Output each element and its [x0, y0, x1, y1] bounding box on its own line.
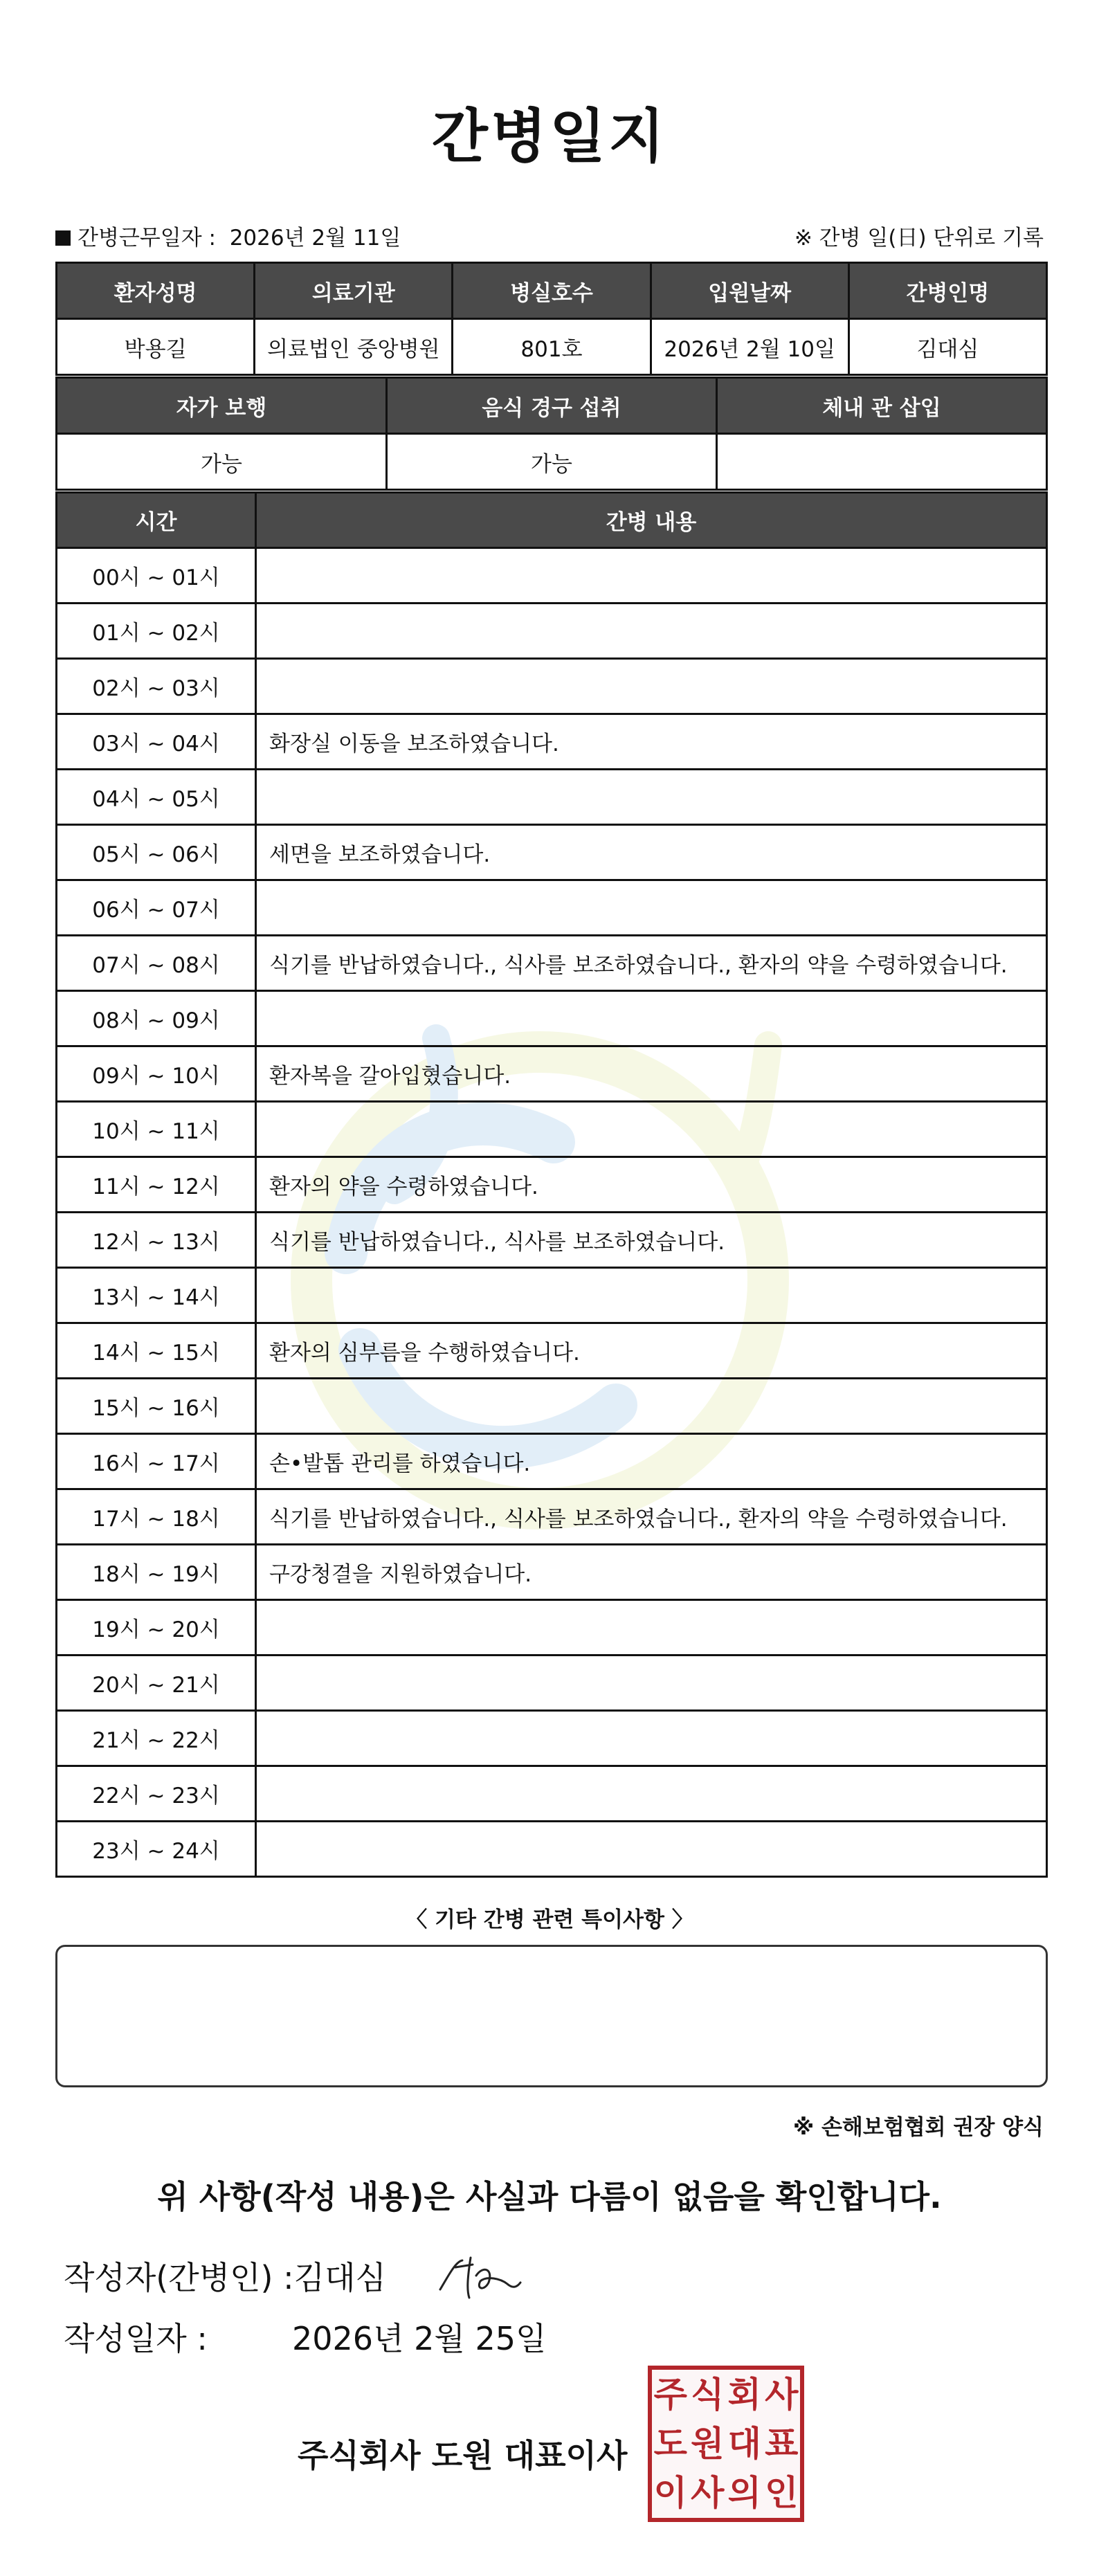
written-date-row: [64, 2314, 546, 2359]
oral-intake-value: 가능: [387, 434, 717, 490]
time-cell: 07시 ~ 08시: [57, 936, 256, 991]
ability-table: [55, 377, 1048, 491]
table-row: [57, 1766, 1047, 1822]
content-cell: 구강청결을 지원하였습니다.: [256, 1545, 1047, 1600]
table-row: [57, 714, 1047, 770]
table-row: [57, 1379, 1047, 1434]
tube-insertion-value: [717, 434, 1047, 490]
content-cell: [256, 1822, 1047, 1877]
content-cell: 식기를 반납하였습니다., 식사를 보조하였습니다., 환자의 약을 수령하였습니다.: [256, 1489, 1047, 1545]
content-cell: [256, 991, 1047, 1046]
content-cell: [256, 548, 1047, 604]
ability-header: 자가 보행: [57, 378, 387, 434]
time-cell: 16시 ~ 17시: [57, 1434, 256, 1489]
table-row: [57, 1711, 1047, 1766]
time-cell: 02시 ~ 03시: [57, 659, 256, 714]
content-cell: [256, 1379, 1047, 1434]
content-cell: [256, 1102, 1047, 1157]
time-cell: 03시 ~ 04시: [57, 714, 256, 770]
seal-character: 대: [727, 2422, 761, 2464]
table-row: [57, 1323, 1047, 1379]
table-row: [57, 1157, 1047, 1213]
content-cell: [256, 1711, 1047, 1766]
time-cell: 00시 ~ 01시: [57, 548, 256, 604]
content-cell: [256, 604, 1047, 659]
remarks-box: [55, 1945, 1048, 2087]
patient-header: 간병인명: [848, 263, 1046, 319]
table-row: [57, 770, 1047, 825]
table-row: [57, 1822, 1047, 1877]
ability-header-row: [57, 378, 1047, 434]
seal-character: 의: [727, 2472, 761, 2514]
time-cell: 08시 ~ 09시: [57, 991, 256, 1046]
table-row: [57, 991, 1047, 1046]
table-row: [57, 1656, 1047, 1711]
table-row: [57, 936, 1047, 991]
time-cell: 18시 ~ 19시: [57, 1545, 256, 1600]
content-cell: 환자의 심부름을 수행하였습니다.: [256, 1323, 1047, 1379]
writer-row: [64, 2253, 386, 2298]
content-cell: 손•발톱 관리를 하였습니다.: [256, 1434, 1047, 1489]
content-cell: [256, 659, 1047, 714]
table-row: [57, 1600, 1047, 1656]
work-date-label: 간병근무일자 :: [78, 226, 216, 251]
work-date-value: 2026년 2월 11일: [229, 226, 401, 251]
table-row: [57, 548, 1047, 604]
content-cell: 환자복을 갈아입혔습니다.: [256, 1046, 1047, 1102]
content-cell: 식기를 반납하였습니다., 식사를 보조하였습니다., 환자의 약을 수령하였습니다.: [256, 936, 1047, 991]
seal-character: 인: [765, 2472, 799, 2514]
care-log-body: [57, 548, 1047, 1877]
company-name: 주식회사 도원 대표이사: [298, 2437, 628, 2474]
time-cell: 23시 ~ 24시: [57, 1822, 256, 1877]
time-cell: 12시 ~ 13시: [57, 1213, 256, 1268]
table-row: [57, 659, 1047, 714]
content-cell: 화장실 이동을 보조하였습니다.: [256, 714, 1047, 770]
content-header: 간병 내용: [256, 493, 1047, 548]
company-seal: [648, 2366, 804, 2522]
ability-header: 체내 관 삽입: [717, 378, 1047, 434]
time-cell: 10시 ~ 11시: [57, 1102, 256, 1157]
work-date: [55, 220, 401, 251]
table-row: [57, 1434, 1047, 1489]
time-cell: 09시 ~ 10시: [57, 1046, 256, 1102]
care-log-table: [55, 491, 1048, 1878]
table-row: [57, 825, 1047, 880]
room-number: 801호: [453, 319, 651, 375]
patient-header: 환자성명: [57, 263, 255, 319]
recommendation-note: ※ 손해보험협회 권장 양식: [793, 2115, 1044, 2140]
patient-header: 의료기관: [255, 263, 453, 319]
writer-label: 작성자(간병인) :: [64, 2259, 294, 2296]
care-log-header-row: [57, 493, 1047, 548]
patient-name: 박용길: [57, 319, 255, 375]
seal-character: 도: [653, 2422, 687, 2464]
seal-character: 사: [765, 2373, 799, 2415]
seal-character: 표: [765, 2422, 799, 2464]
remarks-title: 〈 기타 간병 관련 특이사항 〉: [406, 1907, 693, 1932]
content-cell: [256, 1600, 1047, 1656]
medical-institution: 의료법인 중앙병원: [255, 319, 453, 375]
time-cell: 21시 ~ 22시: [57, 1711, 256, 1766]
time-cell: 15시 ~ 16시: [57, 1379, 256, 1434]
patient-info-table: [55, 262, 1048, 376]
writer-name: 김대심: [293, 2259, 386, 2296]
seal-character: 원: [691, 2422, 725, 2464]
ability-header: 음식 경구 섭취: [387, 378, 717, 434]
time-cell: 17시 ~ 18시: [57, 1489, 256, 1545]
ability-value-row: [57, 434, 1047, 490]
handwritten-signature: [435, 2248, 525, 2303]
patient-header: 입원날짜: [651, 263, 848, 319]
time-cell: 13시 ~ 14시: [57, 1268, 256, 1323]
table-row: [57, 1268, 1047, 1323]
content-cell: [256, 1766, 1047, 1822]
time-cell: 05시 ~ 06시: [57, 825, 256, 880]
table-row: [57, 1046, 1047, 1102]
table-row: [57, 1489, 1047, 1545]
patient-info-value-row: [57, 319, 1047, 375]
time-cell: 06시 ~ 07시: [57, 880, 256, 936]
content-cell: 세면을 보조하였습니다.: [256, 825, 1047, 880]
time-cell: 04시 ~ 05시: [57, 770, 256, 825]
time-cell: 19시 ~ 20시: [57, 1600, 256, 1656]
patient-header: 병실호수: [453, 263, 651, 319]
content-cell: [256, 1268, 1047, 1323]
table-row: [57, 1102, 1047, 1157]
time-cell: 01시 ~ 02시: [57, 604, 256, 659]
content-cell: [256, 880, 1047, 936]
table-row: [57, 604, 1047, 659]
table-row: [57, 880, 1047, 936]
self-walking-value: 가능: [57, 434, 387, 490]
written-date-label: 작성일자 :: [64, 2320, 208, 2357]
time-cell: 14시 ~ 15시: [57, 1323, 256, 1379]
seal-character: 이: [653, 2472, 687, 2514]
content-cell: [256, 1656, 1047, 1711]
content-cell: 식기를 반납하였습니다., 식사를 보조하였습니다.: [256, 1213, 1047, 1268]
square-bullet-icon: [55, 230, 71, 246]
time-cell: 11시 ~ 12시: [57, 1157, 256, 1213]
seal-character: 회: [727, 2373, 761, 2415]
patient-info-header-row: [57, 263, 1047, 319]
caregiver-name: 김대심: [848, 319, 1046, 375]
unit-note: ※ 간병 일(日) 단위로 기록: [794, 226, 1044, 251]
seal-character: 주: [653, 2373, 687, 2415]
seal-character: 사: [691, 2472, 725, 2514]
content-cell: 환자의 약을 수령하였습니다.: [256, 1157, 1047, 1213]
table-row: [57, 1545, 1047, 1600]
admission-date: 2026년 2월 10일: [651, 319, 848, 375]
content-cell: [256, 770, 1047, 825]
time-header: 시간: [57, 493, 256, 548]
confirmation-statement: 위 사항(작성 내용)은 사실과 다름이 없음을 확인합니다.: [157, 2178, 942, 2215]
time-cell: 20시 ~ 21시: [57, 1656, 256, 1711]
page-title: 간병일지: [431, 102, 668, 170]
seal-character: 식: [691, 2373, 725, 2415]
written-date-value: 2026년 2월 25일: [292, 2320, 547, 2357]
table-row: [57, 1213, 1047, 1268]
time-cell: 22시 ~ 23시: [57, 1766, 256, 1822]
